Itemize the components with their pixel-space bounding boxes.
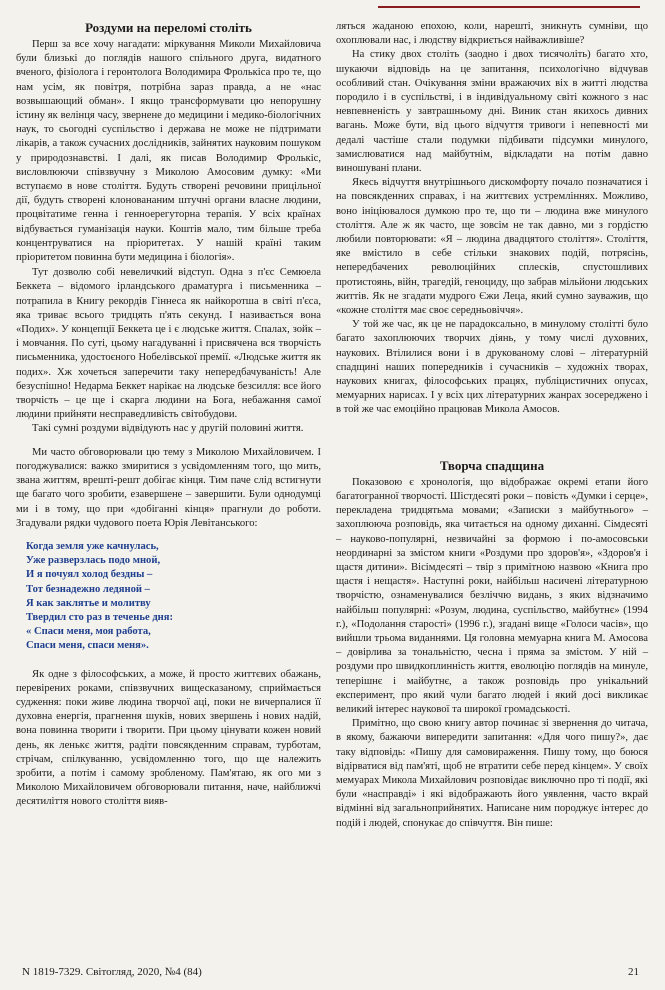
paragraph: На стику двох століть (заодно і двох тисячоліть) багато хто, шукаючи відповідь на це запитання, психологічно відчував особливий стан. Очікування зміни вражаючих віх в житті людства породило і в суспільстві, і в індивідуальному світі кожного з нас невпевненість у завтрашньому дні. Виник стан якихось дивних вагань. Може бути, від цього відчуття тривоги і непевності ми дедалі частіше стали подумки підбивати підсумки минулого, замислюватися над майбутнім, відкладати на потім давно виношувані плани. [336, 49, 648, 175]
top-rule [378, 6, 640, 8]
paragraph: Якесь відчуття внутрішнього дискомфорту почало позначатися і на повсякденних справах, і на життєвих устремліннях. Можливо, воно ініціювалося думкою про те, що ти – людина вже минулого століття. Але ж як часто, ще зовсім не так давно, ми з гордістю любили повторювати: «Я – людина двадцятого століття». Століття, яке вмістило в себе стільки знакових подій, потрясінь, непередбачених революційних сплесків, спустошливих протистоянь, війн, трагедій, геноциду, що забрав мільйони людських життів. Як не згадати мудрого Єжи Леца, який сумно зауважив, що «кожне століття має своє середньовіччя». [336, 177, 648, 317]
right-column [336, 20, 648, 831]
poem-line: И я почуял холод бездны – [26, 569, 153, 581]
paragraph: Ми часто обговорювали цю тему з Миколою Михайловичем. І погоджувалися: важко змиритися з усвідомленням того, що мить, звана життям, врешті-решт добігає кінця. Тим паче слід встигнути ще багато чого зробити, езавершене – завершити. Були однодумці ми і в тому, що при «добіганні кінця» прагнули до роботи. Згадували рядки чудового поета Юрія Левітанського: [16, 446, 321, 529]
poem-line: Твердил сто раз в теченье дня: [26, 611, 174, 623]
poem-line: Я как заклятье и молитву [26, 597, 151, 609]
paragraph: Перш за все хочу нагадати: міркування Миколи Михайловича були близькі до поглядів нашого спільного друга, видатного вченого, фізіолога і геронтолога Володимира Фролькіса про те, що нам усім, як повітря, потрібна зараз правда, а не «нас возвышающий обман». І якщо трансформувати цю непорушну істину як велінця часу, звернене до медицини і медико-біологічних наук, то сьогодні суспільство і держава не може не підтримати лікарів, а також сучасних дослідників, зайнятих науковим пошуком у природознавстві. І далі, як писав Володимир Фролькіс, висловлюючи співзвучну з Миколою Амосовим думку: «Ми вступаємо в нове століття. Будуть створені речовини прицільної дії, будуть створені клоновананим штучні органи власне людини, процвітатиме генна і генноерегуторна терапія. У всіх країнах відбувається гуманізація науки. Коштів мало, тим більше треба концентруватися на пріоритетах. У нашій країні таким пріоритетом повинна бути медицина і біологія». [16, 39, 321, 264]
page-number: 21 [628, 966, 639, 978]
section-heading: Роздуми на переломі століть [85, 20, 252, 35]
paragraph: Показовою є хронологія, що відображає окремі етапи його багатогранної творчості. Шістдесяті роки – повість «Думки і серце», перекладена тридцятьма мовами; «Записки з майбутнього» – захоплююча розповідь, яка читається на одному диханні. Сімдесяті – науково-популярні, незвичайні за формою і по-амосовськи неординарні за змістом книги «Роздуми про здоров'я», «Здоров'я і щастя дитини». Вісімдесяті – твір з примітною назвою «Книга про щастя і нещастя». Наступні роки, найбільш насичені літературною творчістю, ознаменувалися безліччю видань, з яких відзначимо найбільш популярні: «Розум, людина, суспільство, майбутнє» (1994 г.), «Подолання старості» (1996 г.), згадані вище «Голоси часів», що вийшли трьома виданнями. Ця головна мемуарна книга М. Амосова – довірлива за тональністю, чесна і пряма за змістом. У ній – роздуми про швидкоплинність життя, еволюцію поглядів на минуле, теперішнє і майбутнє, а також розповідь про унікальний експеримент, про який чули багато людей і який досі викликає великий інтерес наукової та широкої громадськості. [336, 476, 648, 715]
paragraph: Примітно, що свою книгу автор починає зі звернення до читача, в якому, бажаючи випередити запитання: «Для чого пишу?», дає таку відповідь: «Пишу для самовираження. Пишу тому, що боюся відірватися від пам'яті, щоб не втратити себе перед кінцем». У своїх мемуарах Микола Михайлович розповідає виключно про ті події, які були «насправді» і які відображають його уявлення, часто вкрай відмінні від загальноприйнятих. Написане ним породжує інтерес до подій і людей, спонукає до співчуття. Він пише: [336, 718, 648, 829]
poem-line: « Спаси меня, моя работа, [26, 626, 151, 638]
paragraph: Тут дозволю собі невеличкий відступ. Одна з п'єс Семюела Беккета – відомого ірландського драматурга і письменника – потрапила в Книгу рекордів Гіннеса як найкоротша в світі п'єса, яка триває всього тридцять п'ять секунд. І називається вона «Подих». У концепції Беккета це і є людське життя. Спалах, зойк – і мовчання. По суті, цьому нагадуванні і присвячена вся творчість письменника, удостоєного Нобелівської премії. «Людське життя як подих». Хж хочеться заперечити таку непередбачуваність! Але безуспішно! Недарма Беккет нарікає на людське безсилля: все його творчість – це ще і скарга людини на Бога, небажання самої людини прийняти несправедливість світобудови. [16, 267, 321, 421]
paragraph: У той же час, як це не парадоксально, в минулому столітті було багато захоплюючих творчих діянь, у тому числі духовних, наукових. Втілилися вони і в друкованому слові – літературній спадщині наших попередників і сучасників – художніх творах, наукових книгах, філософських працях, публіцистичних опусах, мемуарних нарисах. І у всіх цих літературних жанрах зосереджено і в той же час емоційно працював Микола Амосов. [336, 319, 648, 416]
paragraph: Такі сумні роздуми відвідують нас у другій половині життя. [32, 423, 304, 435]
section-heading: Творча спадщина [439, 457, 545, 473]
paragraph: ляться жаданою епохою, коли, нарешті, зникнуть сумніви, що охоплювали нас, і людству відкриється найважливіше? [336, 21, 648, 47]
poem-line: Спаси меня, спаси меня». [26, 640, 149, 652]
left-column [16, 20, 321, 810]
paragraph: Як одне з філософських, а може, й просто життєвих обажань, перевірених роками, співзвучних вищесказаному, сприймається судження: поки живе людина творчої аці, поки не вичерпалися її духовна енергія, прагнення шуків, нових звершень і нових надій, вона повинна творити і творити. При цьому цінувати кожен новий день, як ленькє життя, радіти повсякденним справам, турботам, стрічам, спілкуванню, усвідомленню того, що ще належить зробити, а потім і самому зробленому. Пам'ятаю, як ого ми з Миколою Михайловичем обговорювали питання, наче, найближчі десятиліття нового століття вияв- [16, 668, 321, 808]
poem-line: Когда земля уже качнулась, [26, 540, 159, 552]
poem [26, 540, 321, 654]
poem-line: Тот безнадежно ледяной – [26, 583, 150, 595]
poem-line: Уже разверзлась подо мной, [26, 555, 161, 567]
journal-citation: N 1819-7329. Світогляд, 2020, №4 (84) [22, 966, 202, 978]
